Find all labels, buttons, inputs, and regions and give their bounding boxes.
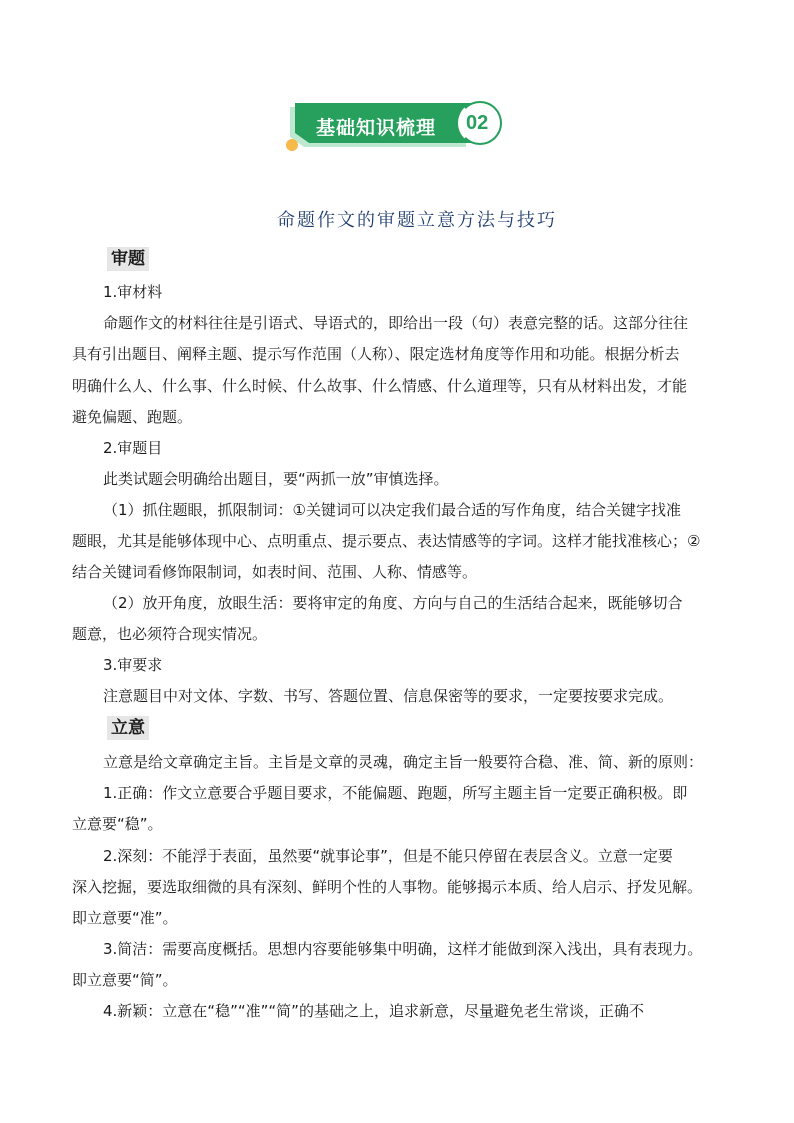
banner-dot-icon (286, 139, 298, 151)
text-line: 立意要“稳”。 (72, 815, 163, 833)
text-line: 3.审要求 (103, 656, 163, 674)
text-line: 注意题目中对文体、字数、书写、答题位置、信息保密等的要求，一定要按要求完成。 (103, 687, 674, 705)
text-line: 即立意要“准”。 (72, 909, 178, 927)
text-line: 1.审材料 (103, 283, 163, 301)
text-line: 3.简洁：需要高度概括。思想内容要能够集中明确，这样才能做到深入浅出，具有表现力。 (103, 940, 703, 958)
text-line: 立意是给文章确定主旨。主旨是文章的灵魂，确定主旨一般要符合稳、准、简、新的原则： (103, 753, 704, 771)
text-line: 结合关键词看修饰限制词，如表时间、范围、人称、情感等。 (72, 563, 478, 581)
text-line: 明确什么人、什么事、什么时候、什么故事、什么情感、什么道理等，只有从材料出发，才能 (72, 377, 688, 395)
text-line: （1）抓住题眼，抓限制词：①关键词可以决定我们最合适的写作角度，结合关键字找准 (103, 501, 681, 519)
banner-title: 基础知识梳理 (316, 117, 437, 139)
text-line: 具有引出题目、阐释主题、提示写作范围（人称）、限定选材角度等作用和功能。根据分析去 (72, 345, 680, 363)
text-line: 1.正确：作文立意要合乎题目要求，不能偏题、跑题，所写主题主旨一定要正确积极。即 (103, 784, 688, 802)
text-line: （2）放开角度，放眼生活：要将审定的角度、方向与自己的生活结合起来，既能够切合 (103, 594, 683, 612)
document-title: 命题作文的审题立意方法与技巧 (277, 210, 557, 231)
text-line: 4.新颖：立意在“稳”“准”“简”的基础之上，追求新意，尽量避免老生常谈，正确不 (103, 1002, 644, 1020)
text-line: 即立意要“简”。 (72, 971, 178, 989)
text-line: 命题作文的材料往往是引语式、导语式的，即给出一段（句）表意完整的话。这部分往往 (103, 314, 689, 332)
section-banner (286, 101, 516, 151)
text-line: 2.审题目 (103, 439, 163, 457)
banner-number: 02 (466, 112, 489, 134)
text-line: 此类试题会明确给出题目，要“两抓一放”审慎选择。 (103, 470, 449, 488)
text-line: 2.深刻：不能浮于表面，虽然要“就事论事”，但是不能只停留在表层含义。立意一定要 (103, 847, 673, 865)
section-heading-shenti: 审题 (107, 247, 149, 271)
text-line: 题意，也必须符合现实情况。 (72, 625, 268, 643)
text-line: 深入挖掘，要选取细微的具有深刻、鲜明个性的人事物。能够揭示本质、给人启示、抒发见解。 (72, 878, 703, 896)
text-line: 题眼，尤其是能够体现中心、点明重点、提示要点、表达情感等的字词。这样才能找准核心；② (72, 532, 701, 550)
text-line: 避免偏题、跑题。 (72, 408, 193, 426)
section-heading-liyi: 立意 (107, 716, 149, 740)
